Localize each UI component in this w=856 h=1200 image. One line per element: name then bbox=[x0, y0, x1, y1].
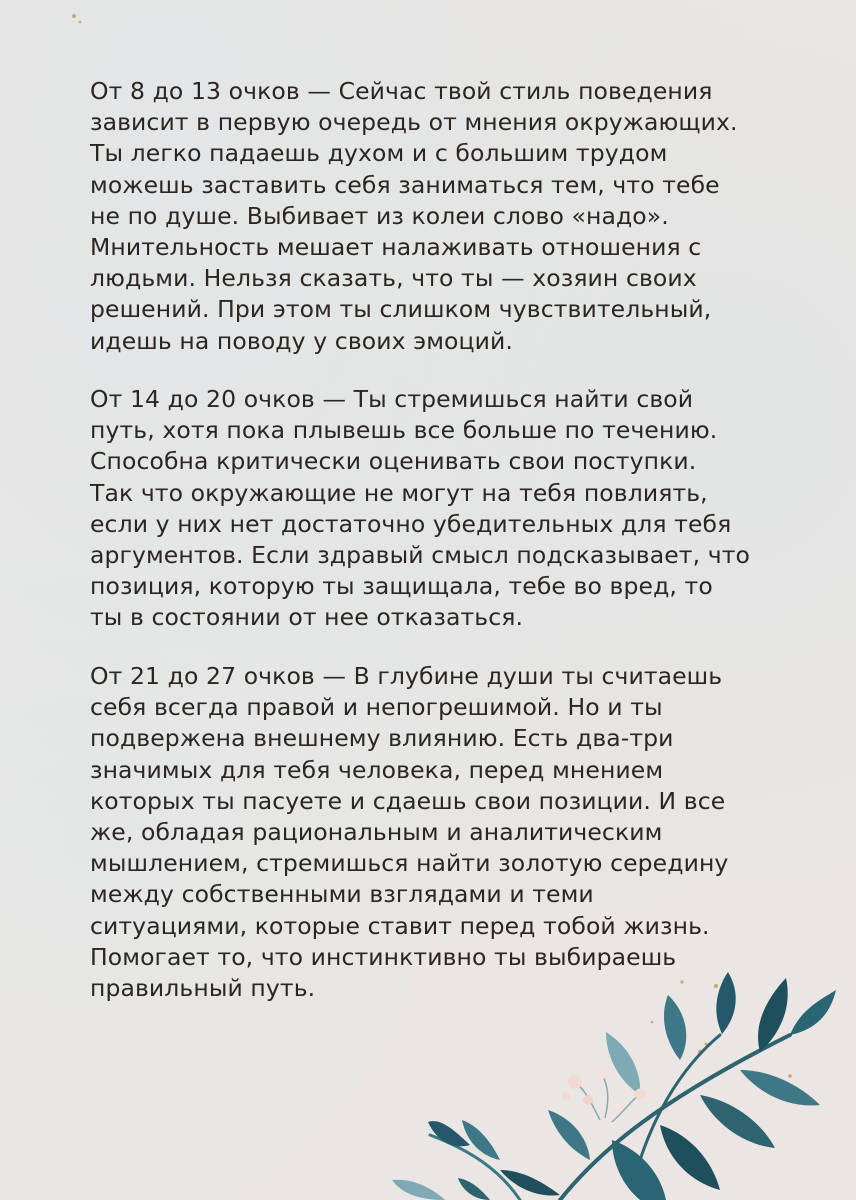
branch-stem-icon bbox=[560, 1035, 790, 1200]
result-paragraph-14-20: От 14 до 20 очков — Ты стремишься найти свой путь, хотя пока плывешь все больше по течению. Способна критически оценивать свои поступки. Так что окружающие не могут на тебя повлиять, если у них нет достаточно убедительных для тебя аргументов. Если здравый смысл подсказывает, что позиция, которую ты защищала, тебе во вред, то ты в состоянии от нее отказаться. bbox=[90, 385, 750, 632]
result-paragraph-21-27: От 21 до 27 очков — В глубине души ты считаешь себя всегда правой и непогрешимой. Но и ты подвержена внешнему влиянию. Есть два-три значимых для тебя человека, перед мнением которых ты пасуете и сдаешь свои позиции. И все же, обладая рациональным и аналитическим мышлением, стремишься найти золотую середину между собственными взглядами и теми ситуациями, которые ставит перед тобой жизнь. Помогает то, что инстинктивно ты выбираешь правильный путь. bbox=[90, 662, 729, 1003]
blossom-icon bbox=[562, 1067, 646, 1122]
result-paragraph-8-13: От 8 до 13 очков — Сейчас твой стиль поведения зависит в первую очередь от мнения окружающих. Ты легко падаешь духом и с большим трудом можешь заставить себя заниматься тем, что тебе не по душе. Выбивает из колеи слово «надо». Мнительность мешает налаживать отношения с людьми. Нельзя сказать, что ты — хозяин своих решений. При этом ты слишком чувствительный, идешь на поводу у своих эмоций. bbox=[90, 77, 738, 355]
leaves-icon bbox=[392, 972, 836, 1200]
